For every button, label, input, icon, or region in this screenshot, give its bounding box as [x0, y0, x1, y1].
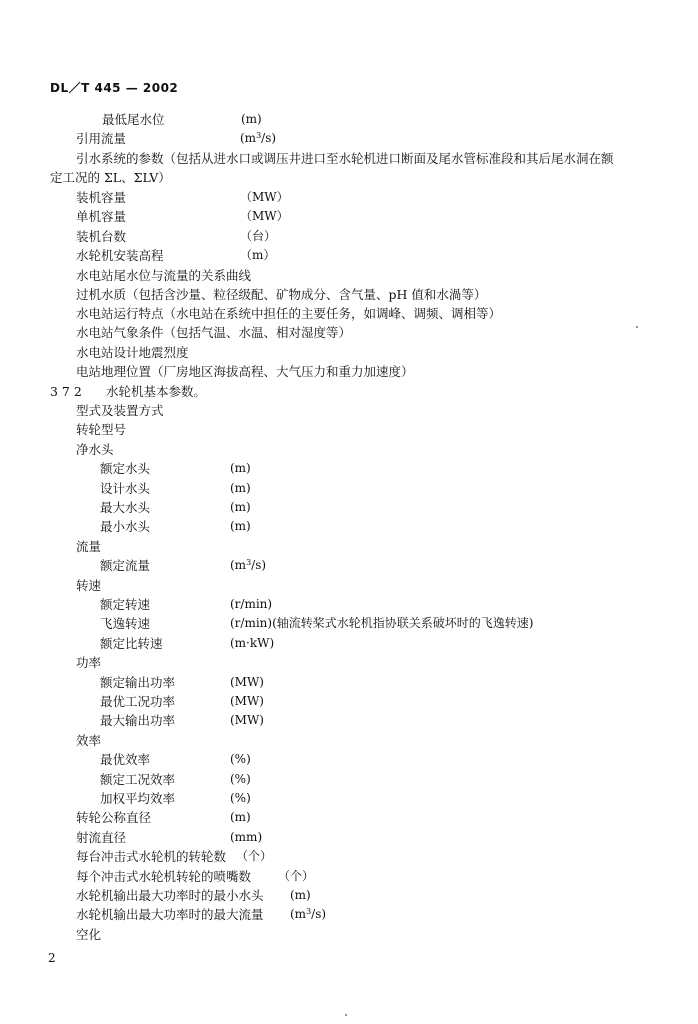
param-rated-discharge: 额定流量: [100, 558, 151, 573]
param-climate: 水电站气象条件（包括气温、水温、相对湿度等）: [76, 325, 352, 340]
section-number: 3 7 2: [50, 384, 82, 399]
param-max-head: 最大水头: [100, 500, 151, 515]
param-installation-elevation: 水轮机安装高程: [76, 248, 164, 263]
param-max-output: 最大输出功率: [100, 713, 176, 728]
param-weighted-efficiency: 加权平均效率: [100, 791, 176, 806]
unit-m: (m): [290, 888, 311, 902]
unit-m: (m): [230, 500, 251, 514]
param-design-discharge: 引用流量: [76, 131, 127, 146]
param-rated-speed: 额定转速: [100, 597, 151, 612]
param-nozzles-per-runner: 每个冲击式水轮机转轮的喷嘴数: [76, 869, 252, 884]
page-number: 2: [48, 951, 56, 965]
unit-percent: (%): [230, 752, 251, 766]
group-speed: 转速: [76, 578, 102, 593]
unit-m3s: $(m^3/s)$: [230, 558, 267, 572]
param-location: 电站地理位置（厂房地区海拔高程、大气压力和重力加速度）: [76, 364, 414, 379]
unit-count: （个）: [236, 849, 273, 863]
unit-mw: （MW）: [240, 209, 289, 223]
param-water-conveyance: 引水系统的参数（包括从进水口或调压井进口至水轮机进口断面及尾水管标准段和其后尾水洞在额: [76, 151, 614, 166]
param-min-head: 最小水头: [100, 519, 151, 534]
param-specific-speed: 额定比转速: [100, 636, 163, 651]
unit-m: （m）: [240, 248, 276, 262]
param-rated-head: 额定水头: [100, 461, 151, 476]
param-runner-diameter: 转轮公称直径: [76, 810, 152, 825]
param-max-flow-at-max-power: 水轮机输出最大功率时的最大流量: [76, 907, 264, 922]
group-net-head: 净水头: [76, 442, 114, 457]
param-seismic: 水电站设计地震烈度: [76, 345, 189, 360]
unit-m: (m): [230, 810, 251, 824]
unit-percent: (%): [230, 791, 251, 805]
param-min-head-at-max-power: 水轮机输出最大功率时的最小水头: [76, 888, 264, 903]
param-unit-count: 装机台数: [76, 229, 127, 244]
param-runner-model: 转轮型号: [76, 422, 127, 437]
param-runners-per-unit: 每台冲击式水轮机的转轮数: [76, 849, 227, 864]
param-operation: 水电站运行特点（水电站在系统中担任的主要任务，如调峰、调频、调相等）: [76, 306, 502, 321]
unit-m3s: $(m^3/s)$: [290, 907, 327, 921]
unit-count: （个）: [278, 869, 315, 883]
unit-mw: (MW): [230, 675, 264, 689]
group-power: 功率: [76, 655, 102, 670]
unit-m: (m): [241, 112, 262, 126]
param-runaway-speed: 飞逸转速: [100, 616, 151, 631]
group-efficiency: 效率: [76, 733, 102, 748]
unit-rpm-note: (r/min)(轴流转桨式水轮机指协联关系破坏时的飞逸转速): [230, 616, 534, 630]
param-optimum-power: 最优工况功率: [100, 694, 176, 709]
unit-mw: （MW）: [240, 190, 289, 204]
unit-mm: (mm): [230, 830, 263, 844]
section-title: 水轮机基本参数。: [106, 384, 207, 399]
unit-rpm: (r/min): [230, 597, 273, 611]
param-rated-output: 额定输出功率: [100, 675, 176, 690]
param-unit-capacity: 单机容量: [76, 209, 127, 224]
unit-m: (m): [230, 461, 251, 475]
scan-speck: [345, 1014, 347, 1016]
param-min-tailwater-level: 最低尾水位: [102, 112, 165, 127]
header-standard-number: DL／T 445 — 2002: [50, 81, 179, 95]
param-jet-diameter: 射流直径: [76, 830, 127, 845]
unit-percent: (%): [230, 772, 251, 786]
param-water-quality: 过机水质（包括含沙量、粒径级配、矿物成分、含气量、pH 值和水渦等）: [76, 287, 487, 302]
unit-m3s: $(m^3/s)$: [240, 131, 277, 145]
scan-speck: [636, 326, 638, 328]
unit-m: (m): [230, 519, 251, 533]
unit-mw: (MW): [230, 694, 264, 708]
group-discharge: 流量: [76, 539, 102, 554]
param-installed-capacity: 装机容量: [76, 190, 127, 205]
unit-mw: (MW): [230, 713, 264, 727]
unit-m: (m): [230, 481, 251, 495]
param-optimum-efficiency: 最优效率: [100, 752, 151, 767]
param-rated-efficiency: 额定工况效率: [100, 772, 176, 787]
param-design-head: 设计水头: [100, 481, 151, 496]
unit-units: （台）: [240, 229, 277, 243]
param-tailwater-curve: 水电站尾水位与流量的关系曲线: [76, 268, 252, 283]
param-water-conveyance-cont: 定工况的 ΣL、ΣLV）: [50, 170, 171, 185]
param-cavitation: 空化: [76, 927, 102, 942]
param-type: 型式及装置方式: [76, 403, 164, 418]
unit-mkw: (m·kW): [230, 636, 275, 650]
